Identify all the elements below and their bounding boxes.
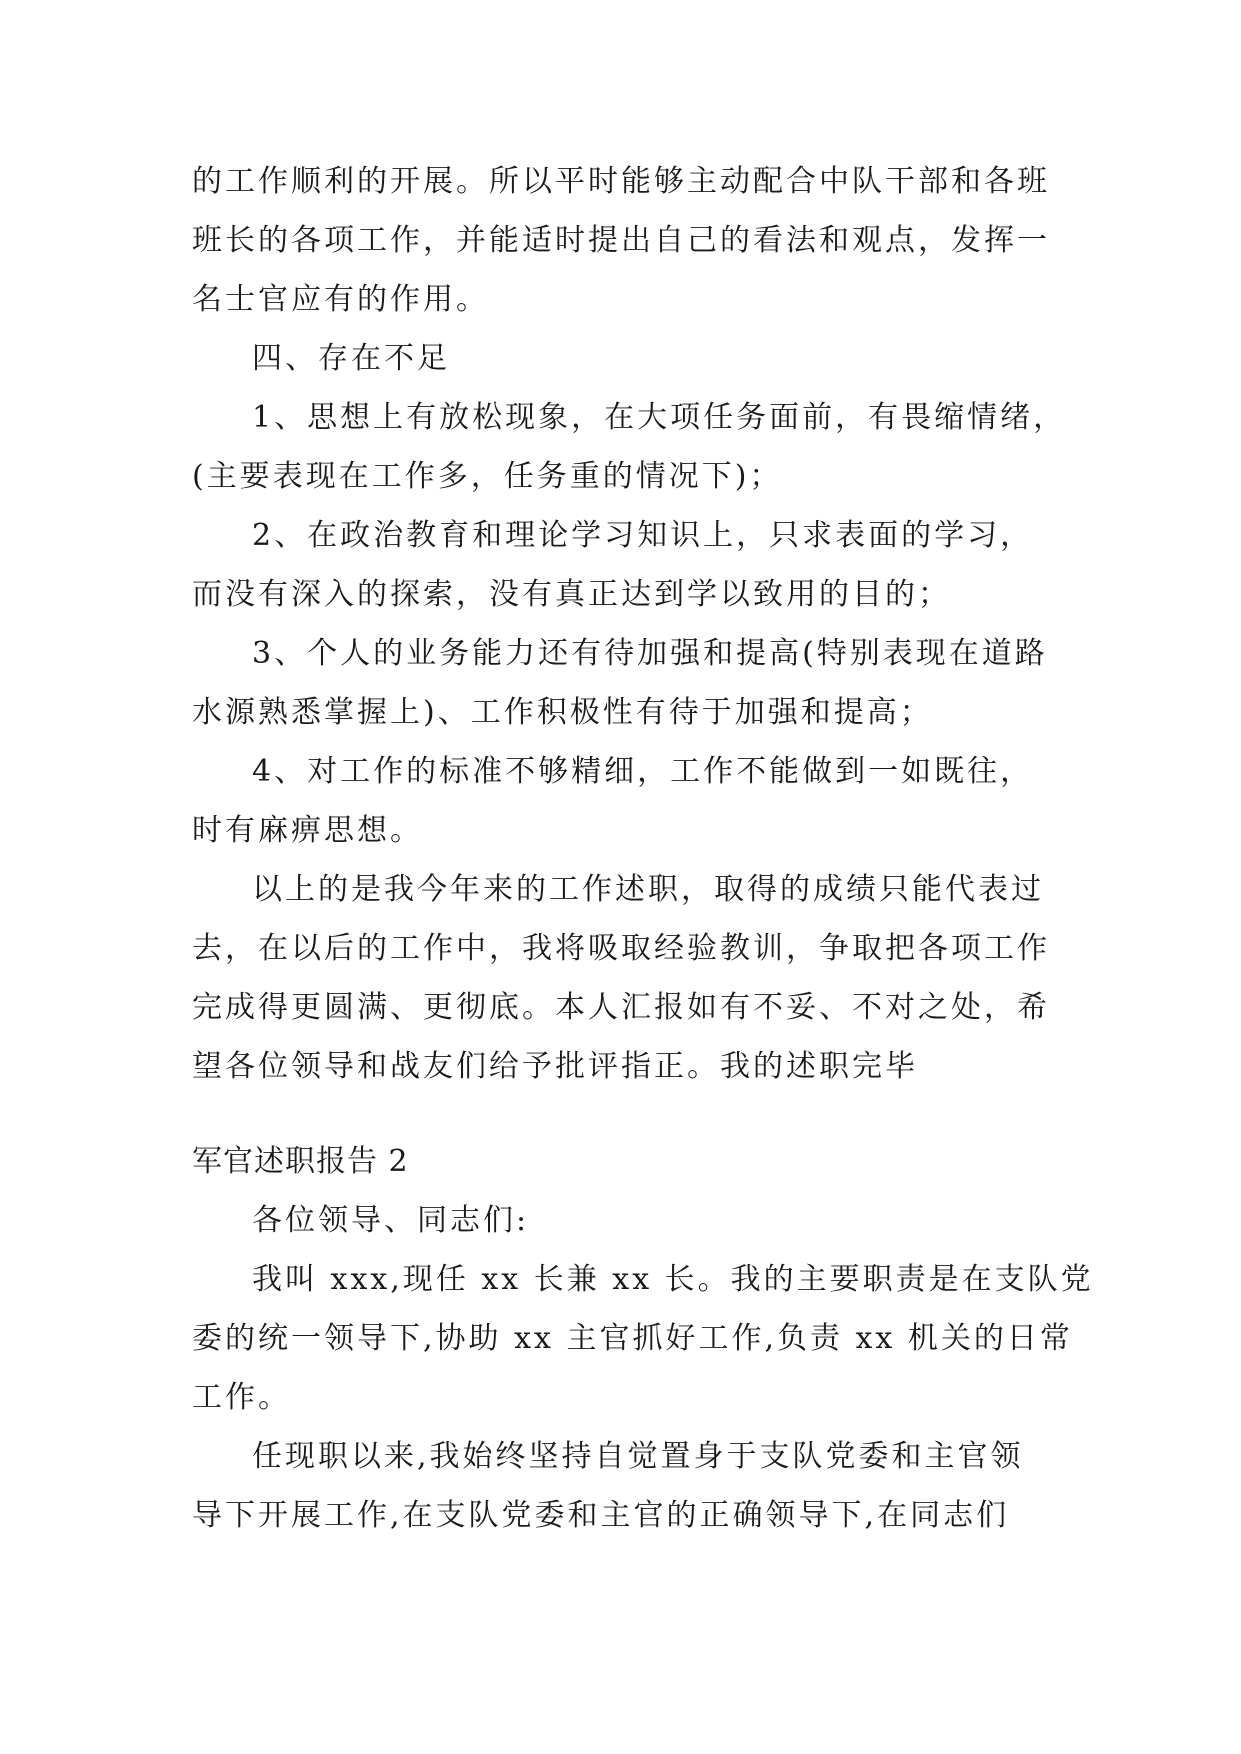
list-item-3: 3、个人的业务能力还有待加强和提高(特别表现在道路 [252,636,1048,671]
body-text-line: 导下开展工作,在支队党委和主官的正确领导下,在同志们 [192,1498,1010,1533]
section-heading-deficiencies: 四、存在不足 [252,341,450,376]
body-text-line: 而没有深入的探索，没有真正达到学以致用的目的； [192,577,951,612]
body-text-line: 名士官应有的作用。 [192,282,489,317]
body-text-line: 的工作顺利的开展。所以平时能够主动配合中队干部和各班 [192,164,1050,199]
body-text-line: 工作。 [192,1380,291,1415]
body-text-line: 时有麻痹思想。 [192,813,423,848]
body-text-line: 水源熟悉掌握上)、工作积极性有待于加强和提高； [192,695,933,730]
body-text-line: 任现职以来,我始终坚持自觉置身于支队党委和主官领 [252,1439,1024,1474]
salutation: 各位领导、同志们: [252,1203,530,1238]
body-text-line: 我叫 xxx,现任 xx 长兼 xx 长。我的主要职责是在支队党 [252,1262,1094,1297]
body-text-line: 去，在以后的工作中，我将吸取经验教训，争取把各项工作 [192,931,1050,966]
body-text-line: (主要表现在工作多，任务重的情况下)； [192,459,783,494]
list-item-1: 1、思想上有放松现象，在大项任务面前，有畏缩情绪， [252,400,1067,435]
body-text-line: 委的统一领导下,协助 xx 主官抓好工作,负责 xx 机关的日常 [192,1321,1073,1356]
conclusion-paragraph: 以上的是我今年来的工作述职，取得的成绩只能代表过 [252,872,1044,907]
body-text-line: 完成得更圆满、更彻底。本人汇报如有不妥、不对之处，希 [192,990,1050,1025]
body-text-line: 望各位领导和战友们给予批评指正。我的述职完毕 [192,1049,918,1084]
section-title: 军官述职报告 2 [192,1144,409,1179]
list-item-2: 2、在政治教育和理论学习知识上，只求表面的学习， [252,518,1034,553]
body-text-line: 班长的各项工作，并能适时提出自己的看法和观点，发挥一 [192,223,1050,258]
list-item-4: 4、对工作的标准不够精细，工作不能做到一如既往， [252,754,1034,789]
